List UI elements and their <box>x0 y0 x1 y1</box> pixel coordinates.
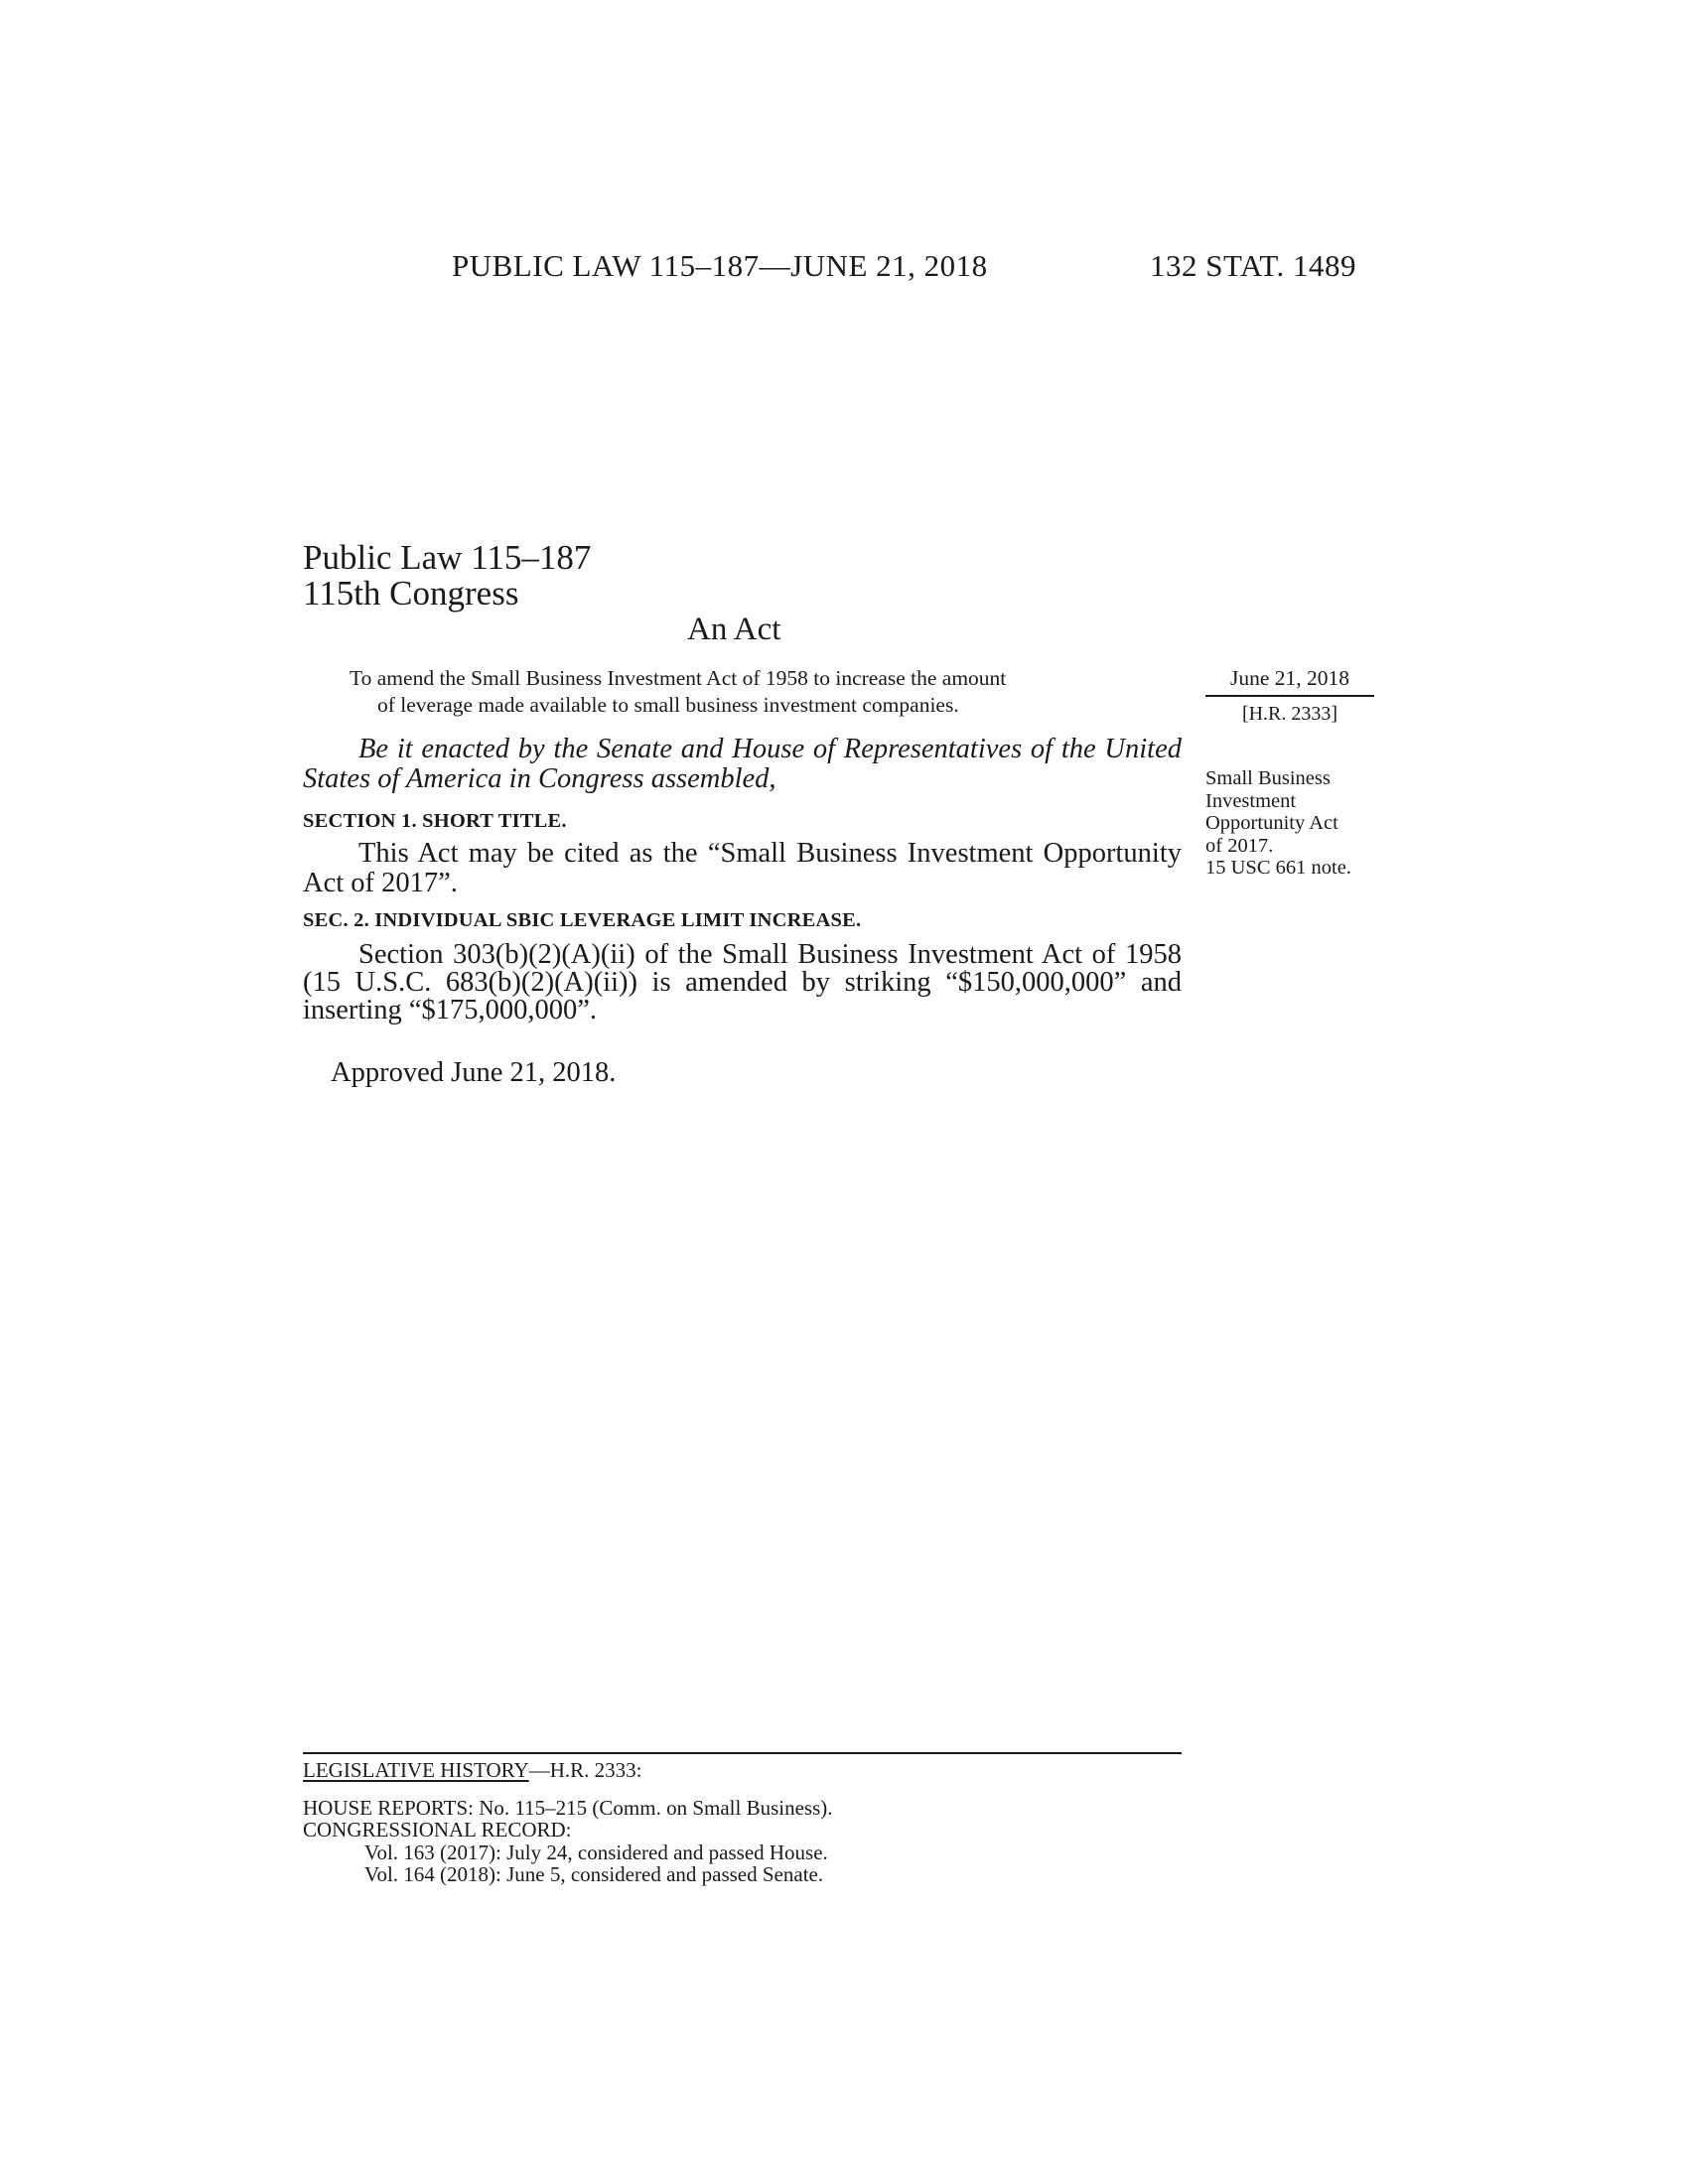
legislative-history-heading <box>303 1759 641 1781</box>
house-reports: HOUSE REPORTS: No. 115–215 (Comm. on Small Business). <box>303 1796 833 1820</box>
legislative-history-bill: —H.R. 2333: <box>528 1758 642 1782</box>
congressional-record-label: CONGRESSIONAL RECORD: <box>303 1818 572 1842</box>
congressional-record-vol-163: Vol. 163 (2017): July 24, considered and passed House. <box>364 1841 828 1864</box>
act-heading: An Act <box>687 612 781 647</box>
margin-note-line: Small Business <box>1205 767 1331 789</box>
congress-label: 115th Congress <box>303 574 519 613</box>
section-1-text: This Act may be cited as the “Small Business Investment Opportunity Act of 2017”. <box>303 838 1182 898</box>
enacting-clause: Be it enacted by the Senate and House of Representatives of the United States of America in Congress assembled, <box>303 734 1182 794</box>
purpose-line-2: of leverage made available to small business investment companies. <box>377 693 959 717</box>
congressional-record-vol-164: Vol. 164 (2018): June 5, considered and passed Senate. <box>364 1862 824 1886</box>
footer-divider <box>303 1752 1182 1754</box>
purpose-statement <box>350 665 1144 719</box>
side-note-date: June 21, 2018 <box>1205 666 1374 697</box>
running-title: PUBLIC LAW 115–187—JUNE 21, 2018 <box>452 248 988 283</box>
legislative-history-label: LEGISLATIVE HISTORY <box>303 1758 529 1782</box>
section-1-heading: SECTION 1. SHORT TITLE. <box>303 810 567 832</box>
margin-note-line: Opportunity Act <box>1205 812 1338 834</box>
purpose-line-1: To amend the Small Business Investment Act of 1958 to increase the amount <box>350 666 1007 690</box>
law-number: Public Law 115–187 <box>303 538 592 577</box>
margin-note-line: of 2017. <box>1205 834 1274 857</box>
section-2-text: Section 303(b)(2)(A)(ii) of the Small Business Investment Act of 1958 (15 U.S.C. 683(b)(2)(A)(ii)) is amended by striking “$150,000,000” and inserting “$175,000,000”. <box>303 939 1182 1025</box>
approval-date: Approved June 21, 2018. <box>331 1057 617 1088</box>
side-note-bill: [H.R. 2333] <box>1241 703 1338 725</box>
margin-note-line: 15 USC 661 note. <box>1205 857 1351 879</box>
margin-note-line: Investment <box>1205 789 1297 812</box>
margin-note <box>1205 767 1394 880</box>
section-2-heading: SEC. 2. INDIVIDUAL SBIC LEVERAGE LIMIT INCREASE. <box>303 909 862 931</box>
page-stat-number: 132 STAT. 1489 <box>1150 248 1357 283</box>
